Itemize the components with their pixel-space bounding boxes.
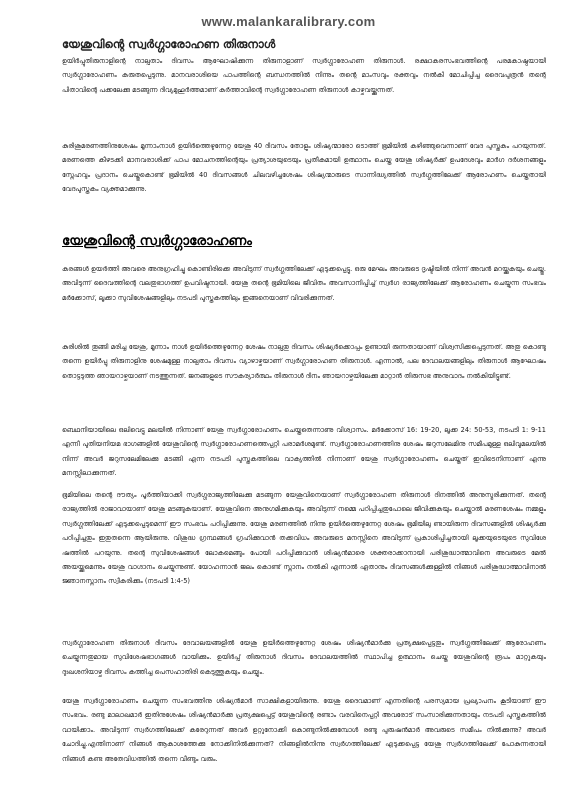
- page-title: യേശുവിന്റെ സ്വർഗ്ഗാരോഹണ തിരുനാൾ: [62, 37, 276, 51]
- paragraph-feast-day: സ്വർഗ്ഗാരോഹണ തിരുനാൾ ദിവസം ദേവാലയങ്ങളിൽ യേശു ഉയിർത്തെഴുന്നേറ്റ ശേഷം ശിഷ്യൻമാർക്കു പ്രത്യക്ഷപ്പെട്ടതും സ്വർഗ്ഗത്തിലേക്ക് ആരോഹണം ചെയ്യുന്നതുമായ സുവിശേഷഭാഗങ്ങൾ വായിക്കും. ഉയിർപ്പ് തിരുനാൾ ദിവസം ദേവാലയത്തിൽ സ്ഥാപിച്ച ഉത്ഥാനം ചെയ്ത യേശുവിന്റെ രൂപം മാറ്റുകയും ദുഃഖശനിയാഴ്ച ദിവസം കത്തിച്ച പെസഹാതിരി കെടുത്തുകയും ചെയ്യും.: [62, 639, 546, 676]
- paragraph-bethany: ബെഥനിയായിലെ ഒലിവെട്ടു മലയിൽ നിന്നാണ് യേശു സ്വർഗ്ഗാരോഹണം ചെയ്തതെന്നാണു വിശ്വാസം. മർക്കോസ് 16: 19-20, ലൂക്ക 24: 50-53, നടപടി 1: 9-11 എന്നീ പുതിയനിയമ ഭാഗങ്ങളിൽ യേശുവിന്റെ സ്വർഗ്ഗാരോഹണത്തെപ്പറ്റി പരാമർശമുണ്ട്. സ്വർഗ്ഗാരോഹണത്തിനു ശേഷം ജറുസലേമിനു സമീപമുള്ള ഒലിവുമലയിൽ നിന്ന് അവർ ജറുസലേമിലേക്കു മടങ്ങി എന്ന നടപടി പുസ്തകത്തിലെ വാക്യത്തിൽ നിന്നാണ് യേശു സ്വർഗ്ഗാരോഹണം ചെയ്തത് ഇവിടെനിന്നാണ് എന്നു മനസ്സിലാക്കുന്നത്.: [62, 426, 546, 478]
- paragraph-intro: ഉയിർപ്പുതിരുനാളിന്റെ നാല്പതാം ദിവസം ആഘോഷിക്കുന്ന തിരുനാളാണ് സ്വർഗ്ഗാരോഹണ തിരുനാൾ. രക്ഷാകരസംഭവത്തിന്റെ പരമകാഷ്ഠയായി സ്വർഗ്ഗാരോഹണം കരുതപ്പെടുന്നു. മാനവരാശിയെ പാപത്തിന്റെ ബന്ധനത്തിൽ നിന്നും തന്റെ മാംസവും രക്തവും നൽകി മോചിപ്പിച്ച ദൈവപുത്രൻ തന്റെ പിതാവിന്റെ പക്കലേക്കു മടങ്ങുന്ന ദിവ്യമുഹൂർത്തമാണ് കർത്താവിന്റെ സ്വർഗ്ഗാരോഹണ തിരുനാൾ കാഴ്ചവയ്ക്കുന്നത്.: [62, 57, 546, 94]
- paragraph-ascension-40-days: കുരിശുമരണത്തിനുശേഷം മൂന്നാംനാൾ ഉയിർത്തെഴുന്നേറ്റ യേശു 40 ദിവസം തോളും ശിഷ്യന്മാരോ ടൊത്ത് ഭൂമിയിൽ കഴിഞ്ഞുവെന്നാണ് വേദ പുസ്തകം പറയുന്നത്. മരണത്തെ കീഴടക്കി മാനവരാശിക്ക് പാപ മോചനത്തിന്റെയും പ്രത്യാശയുടെയും പ്രതീകമായി ഉത്ഥാനം ചെയ്ത യേശു ശിഷ്യർക്ക് ഉപദേശവും മാർഗ ദർശനങ്ങളും സ്നേഹവും പ്രദാനം ചെയ്തുകൊണ്ട് ഭൂമിയിൽ 40 ദിവസങ്ങൾ ചിലവഴിച്ചശേഷം ശിഷ്യന്മാരുടെ സാന്നിദ്ധ്യത്തിൽ സ്വർഗ്ഗത്തിലേക്ക് ആരോഹണം ചെയ്തതായി വേദപുസ്തകം വ്യക്തമാക്കുന്നു.: [62, 142, 546, 194]
- paragraph-blessing: കരങ്ങൾ ഉയർത്തി അവരെ അനുഗ്രഹിച്ചു കൊണ്ടിരിക്കെ അവിടുന്ന് സ്വർഗ്ഗത്തിലേക്ക് എടുക്കപ്പെട്ടു. ഒരു മേഘം അവരുടെ ദൃഷ്ടിയിൽ നിന്ന് അവൻ മറയ്ക്കുകയും ചെയ്തു. അവിടുന്ന് ദൈവത്തിന്റെ വലതുഭാഗത്ത് ഉപവിഷ്ടനായി. യേശു തന്റെ ഭൂമിയിലെ ജീവിതം അവസാനിപ്പിച്ച് സ്വർഗ രാജ്യത്തിലേക്ക് ആരോഹണം ചെയ്യുന്ന സംഭവം മർക്കോസ്, ലൂക്കാ സുവിശേഷങ്ങളിലും നടപടി പുസ്തകത്തിലും ഇങ്ങനെയാണ് വിവരിക്കുന്നത്.: [62, 265, 546, 302]
- site-url-header: www.malankaralibrary.com: [201, 14, 376, 29]
- section-heading: യേശുവിന്റെ സ്വർഗ്ഗാരോഹണം: [62, 233, 252, 249]
- paragraph-witnesses: യേശു സ്വർഗ്ഗാരോഹണം ചെയ്യുന്ന സംഭവത്തിനു ശിഷ്യൻമാർ സാക്ഷികളായിരുന്നു. യേശു ദൈവമാണ് എന്നതിന്റെ പരസ്യമായ പ്രഖ്യാപനം കൂടിയാണ് ഈ സംഭവം. രണ്ടു മാലാഖമാർ ഇതിനുശേഷം ശിഷ്യൻമാർക്കു പ്രത്യക്ഷപ്പെട്ട് യേശുവിന്റെ രണ്ടാം വരവിനെപ്പറ്റി അവരോട് സംസാരിക്കുന്നതായും നടപടി പുസ്തകത്തിൽ വായിക്കാം. അവിടുന്ന് സ്വർഗത്തിലേക്ക് കരേറുന്നത് അവർ ഉറ്റുനോക്കി കൊണ്ടുനിൽക്കുമ്പോൾ രണ്ടു പുരുഷൻമാർ അവരുടെ സമീപം നിൽക്കുന്നു? അവർ ചോദിച്ചു.എന്തിനാണ് നിങ്ങൾ ആകാശത്തേക്കു നോക്കിനിൽക്കുന്നത്? നിങ്ങളിൽനിന്നു സ്വർഗത്തിലേക്ക് എടുക്കപ്പെട്ട യേശു സ്വർഗത്തിലേക്ക് പോകുന്നതായി നിങ്ങൾ കണ്ട അതേവിധത്തിൽ തന്നെ വീണ്ടും വരും.: [62, 697, 546, 763]
- paragraph-forty-days: കുരിശിൽ തൂങ്ങി മരിച്ച യേശു, മൂന്നാം നാൾ ഉയിർത്തെഴുന്നേറ്റ ശേഷം നാല്പതു ദിവസം ശിഷ്യർക്കൊപ്പം ഉണ്ടായി രുന്നതായാണ് വിശ്വസിക്കപ്പെടുന്നത്. അതു കൊണ്ടു തന്നെ ഉയിർപ്പു തിരുനാളിനു ശേഷമുള്ള നാല്പതാം ദിവസം വ്യാഴാഴ്ചയാണ് സ്വർഗ്ഗാരോഹണ തിരുനാൾ. എന്നാൽ, പല ദേവാലയങ്ങളിലും തിരുനാൾ ആഘോഷം തൊട്ടടുത്ത ഞായറാഴ്ചയാണ് നടത്തുന്നത്. ജനങ്ങളുടെ സൗകര്യാർത്ഥം തിരുനാൾ ദിനം ഞായറാഴ്ചയിലേക്കു മാറ്റാൻ തിരുസഭ അനുവാദം നൽകിയിട്ടുണ്ട്.: [62, 343, 546, 380]
- paragraph-mission: ഭൂമിയിലെ തന്റെ ദൗത്യം പൂർത്തിയാക്കി സ്വർഗ്ഗരാജ്യത്തിലേക്കു മടങ്ങുന്ന യേശുവിനെയാണ് സ്വർഗ്ഗാരോഹണ തിരുനാൾ ദിനത്തിൽ അനുസ്മരിക്കുന്നത്. തന്റെ രാജ്യത്തിൽ രാജാവായാണ് യേശു മടങ്ങുകയാണ്. യേശുവിനെ അനുഗമിക്കുകയും അവിടുന്ന് നമ്മെ പഠിപ്പിച്ചതുപോലെ ജീവിക്കുകയും ചെയ്താൽ മരണശേഷം നമ്മളും സ്വർഗ്ഗത്തിലേക്ക് എടുക്കപ്പെടുമെന്ന് ഈ സംഭവം പഠിപ്പിക്കുന്നു. യേശു മരണത്തിൽ നിന്നു ഉയിർത്തെഴുന്നേറ്റ ശേഷം ഭൂമിയിലു ണ്ടായിരുന്ന ദിവസങ്ങളിൽ ശിഷ്യർക്കു പഠിപ്പിച്ചതും ഇതുതന്നെ ആയിരുന്നു. വിശുദ്ധ ഗ്രന്ഥങ്ങൾ ഗ്രഹിക്കുവാൻ തക്കവിധം അവരുടെ മനസ്സിനെ അവിടുന്ന് പ്രകാശിപ്പിച്ചതായി ലൂക്കയുടെയുടെ സുവിശേ ഷത്തിൽ പറയുന്നു. തന്റെ സുവിശേഷങ്ങൾ ലോകമെങ്ങും പോയി പഠിപ്പിക്കുവാൻ ശിഷ്യൻമാരെ ശക്തരാക്കാനായി പരിശുദ്ധാത്മാവിനെ അവരുടെ മേൽ അയയ്ക്കുമെന്നും യേശു വാഗ്ദാനം ചെയ്യുന്നുണ്ട്. യോഹന്നാൻ ജലം കൊണ്ട് സ്നാനം നൽകി എന്നാൽ ഏതാനും ദിവസങ്ങൾക്കുള്ളിൽ നിങ്ങൾ പരിശുദ്ധാത്മാവിനാൽ ജ്ഞാനസ്നാനം സ്വീകരിക്കും (നടപടി 1:4-5): [62, 491, 546, 586]
